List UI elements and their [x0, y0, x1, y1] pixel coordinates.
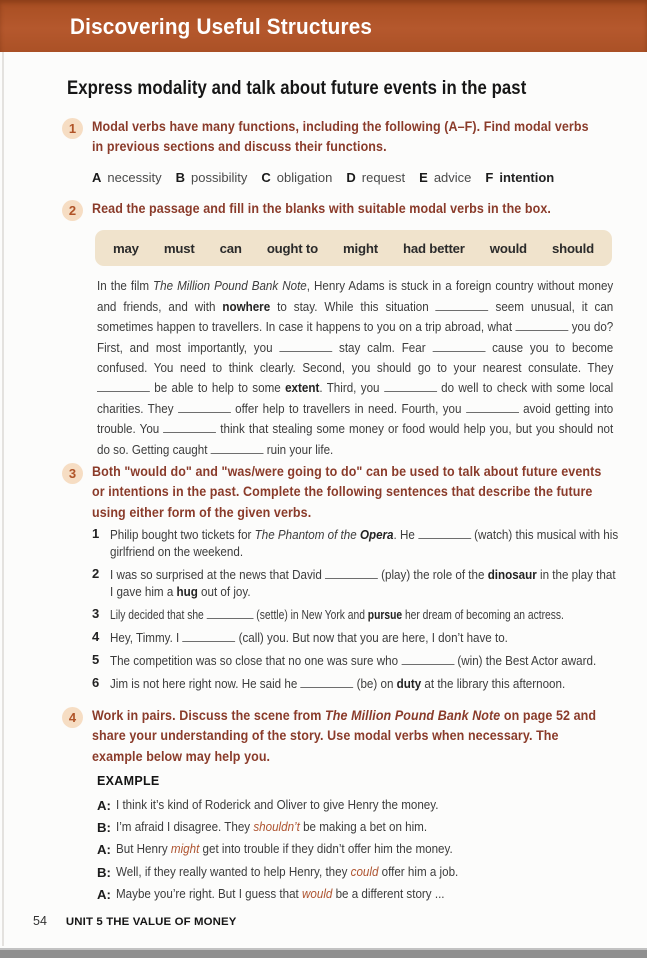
- exercise-3-instructions: Both "would do" and "was/were going to do" can be used to talk about future events or intentions in the past. Complete the following sentences that describe the future using either form of the given verbs.: [92, 464, 602, 521]
- fill-in-blank: [515, 319, 568, 331]
- sentence-list: [92, 526, 647, 692]
- modal-verb: ought to: [266, 240, 318, 256]
- exercise-3-number-badge: 3: [62, 463, 83, 484]
- option-label: obligation: [276, 169, 333, 185]
- option-label: possibility: [190, 169, 248, 185]
- exercise-4-number-badge: 4: [62, 707, 83, 728]
- item-text: I was so surprised at the news that David (play) the role of the dinosaur in the play that I gave him a hug out of joy.: [110, 566, 616, 599]
- dialog-line: [97, 887, 622, 902]
- example-dialog: [97, 798, 622, 902]
- dialog-line: [97, 820, 622, 835]
- modal-function-option: [485, 170, 554, 185]
- item-number: 4: [92, 628, 100, 644]
- fill-in-blank: [97, 380, 150, 392]
- section-banner: [0, 0, 647, 52]
- unit-title: UNIT 5 THE VALUE OF MONEY: [65, 916, 237, 928]
- exercise-1: [62, 117, 622, 185]
- dialog-text: I’m afraid I disagree. They shouldn’t be making a bet on him.: [116, 819, 428, 835]
- item-text: Hey, Timmy. I (call) you. But now that you are here, I don’t have to.: [110, 629, 508, 645]
- fill-in-blank: [183, 630, 236, 642]
- page-footer: [33, 914, 237, 928]
- modal-function-option: [346, 170, 405, 185]
- dialog-text: I think it’s kind of Roderick and Oliver to give Henry the money.: [116, 797, 439, 812]
- sentence-item: [92, 566, 647, 600]
- modal-verbs-box: [95, 230, 612, 266]
- item-text: Jim is not here right now. He said he (be) on duty at the library this afternoon.: [110, 675, 566, 691]
- exercise-4-instructions: Work in pairs. Discuss the scene from The Million Pound Bank Note on page 52 and share your understanding of the story. Use modal verbs when necessary. The example below may help you.: [92, 708, 597, 765]
- fill-in-blank: [401, 653, 454, 665]
- exercise-3-body: [92, 462, 647, 698]
- fill-in-blank: [436, 299, 489, 311]
- option-letter: C: [261, 169, 271, 185]
- modal-verb: would: [489, 240, 527, 256]
- item-number: 2: [92, 565, 100, 581]
- fill-in-blank: [207, 607, 254, 619]
- option-label: request: [361, 169, 406, 185]
- exercise-1-number-badge: 1: [62, 118, 83, 139]
- exercise-4-body: [92, 706, 647, 767]
- page-number: 54: [33, 914, 47, 928]
- speaker-label: B:: [97, 864, 111, 880]
- modal-verb: should: [551, 240, 594, 256]
- dialog-line: [97, 842, 622, 857]
- exercise-3: [62, 462, 622, 698]
- example-block: [62, 765, 622, 909]
- item-number: 1: [92, 525, 100, 541]
- scan-edge-left: [2, 52, 4, 946]
- item-text: Philip bought two tickets for The Phantom of the Opera. He (watch) this musical with his girlfriend on the weekend.: [110, 526, 619, 559]
- fill-in-blank: [301, 676, 354, 688]
- dialog-text: But Henry might get into trouble if they didn’t offer him the money.: [116, 841, 453, 857]
- speaker-label: A:: [97, 886, 111, 902]
- modal-function-options: [92, 170, 647, 185]
- fill-in-blank: [325, 567, 378, 579]
- lesson-title: Express modality and talk about future events in the past: [67, 78, 527, 99]
- speaker-label: A:: [97, 798, 111, 813]
- modal-function-option: [176, 170, 248, 185]
- sentence-item: [92, 526, 647, 560]
- dialog-line: [97, 865, 622, 880]
- modal-verb: had better: [402, 240, 465, 256]
- sentence-item: [92, 606, 647, 623]
- speaker-label: A:: [97, 842, 111, 858]
- option-label: advice: [433, 169, 472, 185]
- modal-function-option: [419, 170, 471, 185]
- option-letter: D: [346, 169, 356, 185]
- option-letter: E: [419, 169, 428, 185]
- scan-edge-bottom: [0, 948, 647, 958]
- item-number: 3: [92, 605, 100, 621]
- item-text: Lily decided that she (settle) in New York and pursue her dream of becoming an actress.: [110, 606, 564, 622]
- exercise-2-instructions: Read the passage and fill in the blanks with suitable modal verbs in the box.: [92, 201, 551, 217]
- option-label: intention: [499, 169, 555, 185]
- dialog-text: Well, if they really wanted to help Henry, they could offer him a job.: [116, 863, 459, 879]
- banner-title: Discovering Useful Structures: [70, 14, 373, 39]
- fill-in-blank: [178, 401, 231, 413]
- exercise-2-body: [92, 199, 647, 460]
- sentence-item: [92, 629, 647, 646]
- modal-verb: may: [113, 240, 139, 256]
- modal-function-option: [92, 170, 162, 185]
- modal-verb: must: [163, 240, 195, 256]
- option-letter: B: [175, 169, 185, 185]
- fill-in-blank: [279, 340, 332, 352]
- fill-in-blank: [384, 380, 437, 392]
- modal-verb: can: [219, 240, 242, 256]
- exercise-2-number-badge: 2: [62, 200, 83, 221]
- modal-verb: might: [343, 240, 378, 256]
- fill-in-passage: In the film The Million Pound Bank Note, Henry Adams is stuck in a foreign country without money and friends, and with nowhere to stay. While this situation seem unusual, it can sometimes happen to travellers. In case it happens to you on a trip abroad, what you do? First, and most importantly, you stay calm. Fear cause you to become confused. You need to think clearly. Second, you should go to your nearest consulate. They be able to help to some extent. Third, you do well to check with some local charities. They offer help to travellers in need. Fourth, you avoid getting into trouble. You think that stealing some money or food would help you, but you should not do so. Getting caught ruin your life.: [97, 278, 614, 457]
- fill-in-blank: [211, 442, 264, 454]
- exercise-2: [62, 199, 622, 460]
- modal-function-option: [261, 170, 332, 185]
- sentence-item: [92, 652, 647, 669]
- option-label: necessity: [107, 169, 162, 185]
- fill-in-blank: [466, 401, 519, 413]
- speaker-label: B:: [97, 820, 111, 836]
- fill-in-blank: [432, 340, 485, 352]
- item-number: 5: [92, 651, 100, 667]
- dialog-line: [97, 798, 622, 813]
- item-text: The competition was so close that no one was sure who (win) the Best Actor award.: [110, 652, 597, 668]
- option-letter: A: [92, 169, 102, 185]
- fill-in-blank: [418, 527, 471, 539]
- option-letter: F: [485, 169, 494, 185]
- item-number: 6: [92, 674, 100, 690]
- exercise-1-instructions: Modal verbs have many functions, including the following (A–F). Find modal verbs in previous sections and discuss their functions.: [92, 119, 589, 156]
- dialog-text: Maybe you’re right. But I guess that would be a different story ...: [116, 885, 445, 901]
- exercise-4: [62, 706, 622, 767]
- exercise-1-body: [92, 117, 647, 185]
- example-label: EXAMPLE: [97, 774, 160, 788]
- fill-in-blank: [163, 421, 216, 433]
- sentence-item: [92, 675, 647, 692]
